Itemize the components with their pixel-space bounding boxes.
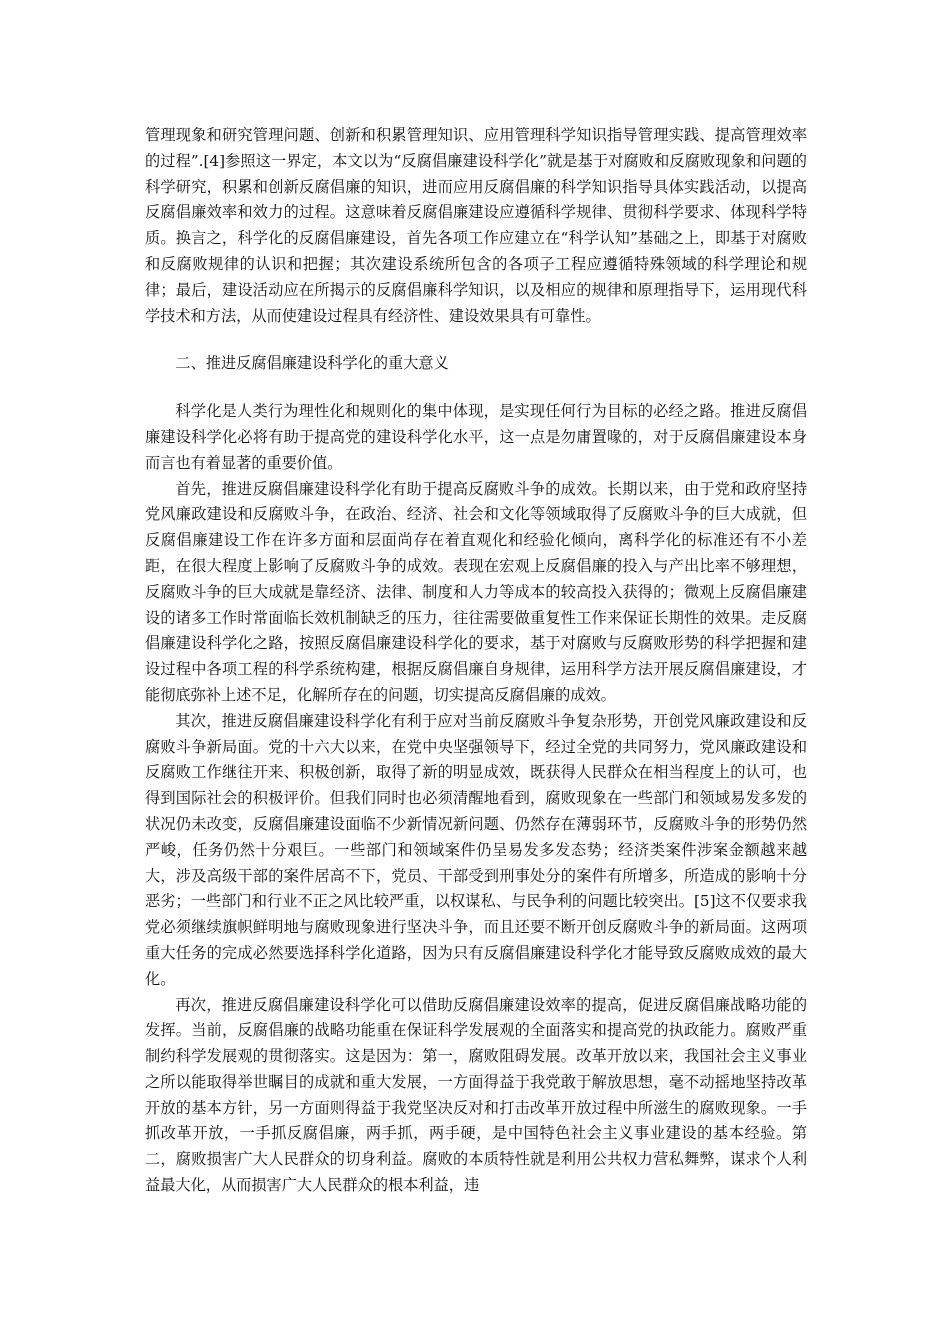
document-page bbox=[145, 123, 807, 1199]
body-paragraph-2: 首先，推进反腐倡廉建设科学化有助于提高反腐败斗争的成效。长期以来，由于党和政府坚持党风廉政建设和反腐败斗争，在政治、经济、社会和文化等领域取得了反腐败斗争的巨大成就，但反腐倡廉建设工作在许多方面和层面尚存在着直观化和经验化倾向，离科学化的标准还有不小差距，在很大程度上影响了反腐败斗争的成效。表现在宏观上反腐倡廉的投入与产出比率不够理想，反腐败斗争的巨大成就是靠经济、法律、制度和人力等成本的较高投入获得的；微观上反腐倡廉建设的诸多工作时常面临长效机制缺乏的压力，往往需要做重复性工作来保证长期性的效果。走反腐倡廉建设科学化之路，按照反腐倡廉建设科学化的要求，基于对腐败与反腐败形势的科学把握和建设过程中各项工程的科学系统构建，根据反腐倡廉自身规律，运用科学方法开展反腐倡廉建设，才能彻底弥补上述不足，化解所存在的问题，切实提高反腐倡廉的成效。 bbox=[145, 479, 807, 704]
body-paragraph-3: 其次，推进反腐倡廉建设科学化有利于应对当前反腐败斗争复杂形势，开创党风廉政建设和反腐败斗争新局面。党的十六大以来，在党中央坚强领导下，经过全党的共同努力，党风廉政建设和反腐败工作继往开来、积极创新，取得了新的明显成效，既获得人民群众在相当程度上的认可，也得到国际社会的积极评价。但我们同时也必须清醒地看到，腐败现象在一些部门和领域易发多发的状况仍未改变，反腐倡廉建设面临不少新情况新问题、仍然存在薄弱环节，反腐败斗争的形势仍然严峻，任务仍然十分艰巨。一些部门和领域案件仍呈易发多发态势；经济类案件涉案金额越来越大，涉及高级干部的案件居高不下，党员、干部受到刑事处分的案件有所增多，所造成的影响十分恶劣；一些部门和行业不正之风比较严重，以权谋私、与民争利的问题比较突出。[5]这不仅要求我党必须继续旗帜鲜明地与腐败现象进行坚决斗争，而且还要不断开创反腐败斗争的新局面。这两项重大任务的完成必然要选择科学化道路，因为只有反腐倡廉建设科学化才能导致反腐败成效的最大化。 bbox=[145, 711, 807, 988]
intro-paragraph: 管理现象和研究管理问题、创新和积累管理知识、应用管理科学知识指导管理实践、提高管理效率的过程”.[4]参照这一界定，本文以为“反腐倡廉建设科学化”就是基于对腐败和反腐败现象和问题的科学研究，积累和创新反腐倡廉的知识，进而应用反腐倡廉的科学知识指导具体实践活动，以提高反腐倡廉效率和效力的过程。这意味着反腐倡廉建设应遵循科学规律、贯彻科学要求、体现科学特质。换言之，科学化的反腐倡廉建设，首先各项工作应建立在“科学认知”基础之上，即基于对腐败和反腐败规律的认识和把握；其次建设系统所包含的各项子工程应遵循特殊领域的科学理论和规律；最后，建设活动应在所揭示的反腐倡廉科学知识，以及相应的规律和原理指导下，运用现代科学技术和方法，从而使建设过程具有经济性、建设效果具有可靠性。 bbox=[145, 126, 807, 325]
section-heading: 二、推进反腐倡廉建设科学化的重大意义 bbox=[175, 354, 449, 373]
body-paragraph-1: 科学化是人类行为理性化和规则化的集中体现，是实现任何行为目标的必经之路。推进反腐倡廉建设科学化必将有助于提高党的建设科学化水平，这一点是勿庸置喙的，对于反腐倡廉建设本身而言也有着显著的重要价值。 bbox=[145, 402, 807, 472]
body-paragraph-4: 再次，推进反腐倡廉建设科学化可以借助反腐倡廉建设效率的提高，促进反腐倡廉战略功能的发挥。当前，反腐倡廉的战略功能重在保证科学发展观的全面落实和提高党的执政能力。腐败严重制约科学发展观的贯彻落实。这是因为：第一，腐败阻碍发展。改革开放以来，我国社会主义事业之所以能取得举世瞩目的成就和重大发展，一方面得益于我党敢于解放思想，毫不动摇地坚持改革开放的基本方针，另一方面则得益于我党坚决反对和打击改革开放过程中所滋生的腐败现象。一手抓改革开放，一手抓反腐倡廉，两手抓，两手硬，是中国特色社会主义事业建设的基本经验。第二，腐败损害广大人民群众的切身利益。腐败的本质特性就是利用公共权力营私舞弊，谋求个人利益最大化，从而损害广大人民群众的根本利益，违 bbox=[145, 995, 807, 1195]
